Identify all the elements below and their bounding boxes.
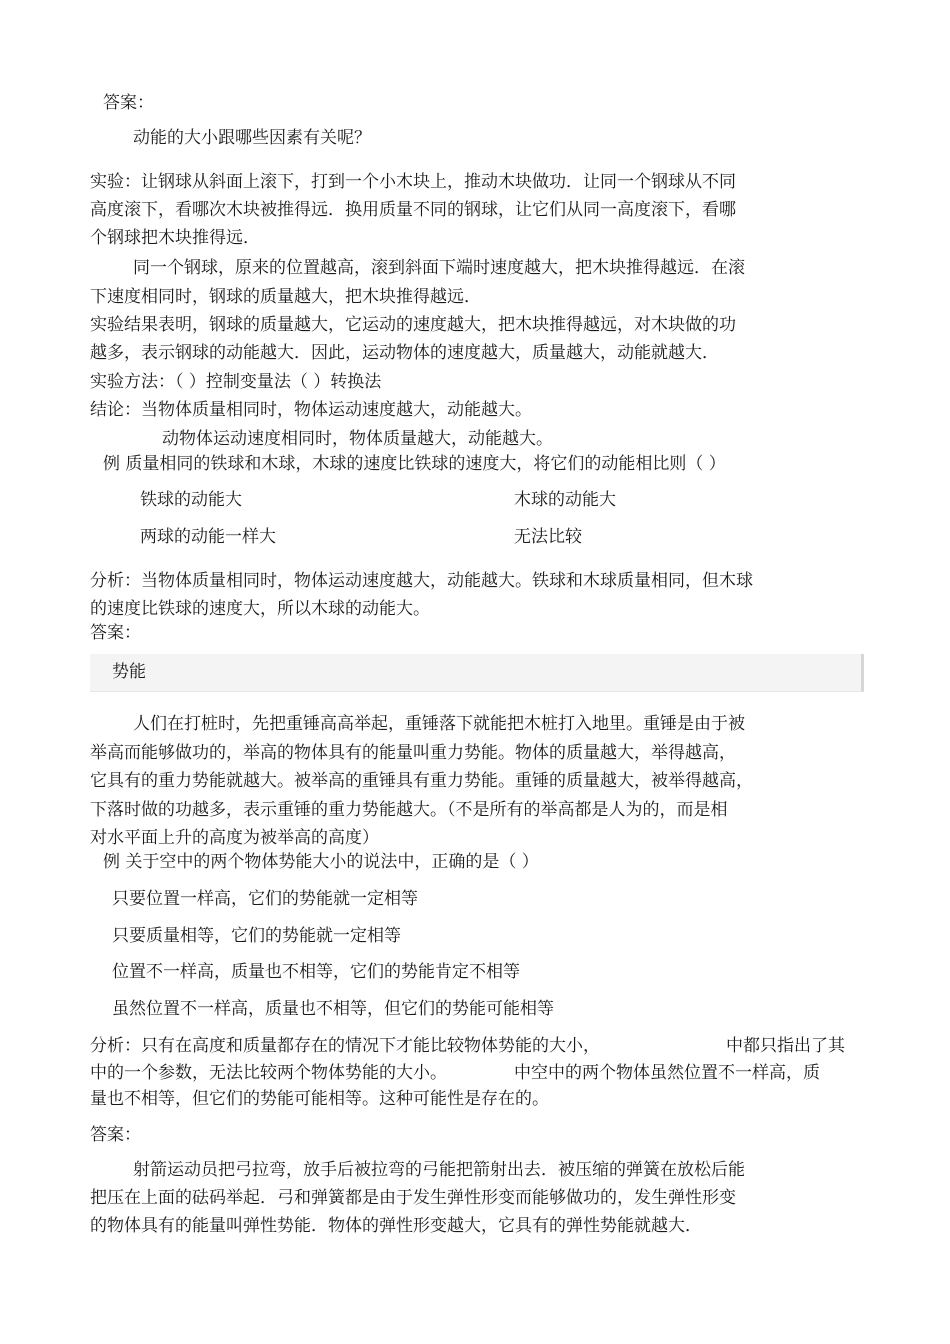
answer-label-3: 答案：: [90, 1125, 141, 1145]
result-line-1: 实验结果表明，钢球的质量越大，它运动的速度越大，把木块推得越远，对木块做的功: [90, 315, 736, 335]
analysis-2-line-3: 量也不相等，但它们的势能可能相等。这种可能性是存在的。: [90, 1089, 549, 1109]
potential-paragraph-line-5: 对水平面上升的高度为被举高的高度）: [90, 828, 379, 848]
answer-label-1: 答案：: [103, 93, 154, 113]
experiment-line-2: 高度滚下，看哪次木块被推得远．换用质量不同的钢球，让它们从同一高度滚下，看哪: [90, 200, 736, 220]
example-1-option-c: 两球的动能一样大: [140, 527, 276, 547]
conclusion-line-1: 结论：当物体质量相同时，物体运动速度越大，动能越大。: [90, 400, 532, 420]
conclusion-line-2: 动物体运动速度相同时，物体质量越大，动能越大。: [162, 429, 553, 449]
answer-label-2: 答案：: [90, 623, 141, 643]
example-2-question: 例 关于空中的两个物体势能大小的说法中，正确的是（ ）: [103, 852, 539, 872]
analysis-1-line-1: 分析：当物体质量相同时，物体运动速度越大，动能越大。铁球和木球质量相同，但木球: [90, 571, 753, 591]
analysis-2-line-2a: 中的一个参数，无法比较两个物体势能的大小。: [90, 1063, 447, 1083]
example-2-option-c: 位置不一样高，质量也不相等，它们的势能肯定不相等: [112, 962, 520, 982]
analysis-2-line-1a: 分析：只有在高度和质量都存在的情况下才能比较物体势能的大小，: [90, 1036, 600, 1056]
potential-paragraph-line-1: 人们在打桩时，先把重锤高高举起，重锤落下就能把木桩打入地里。重锤是由于被: [133, 714, 745, 734]
example-1-question: 例 质量相同的铁球和木球，木球的速度比铁球的速度大，将它们的动能相比则（ ）: [103, 454, 726, 474]
experiment-line-3: 个钢球把木块推得远．: [90, 228, 260, 248]
potential-paragraph-line-3: 它具有的重力势能就越大。被举高的重锤具有重力势能。重锤的质量越大，被举得越高，: [90, 771, 753, 791]
potential-paragraph-line-2: 举高而能够做功的，举高的物体具有的能量叫重力势能。物体的质量越大，举得越高，: [90, 743, 736, 763]
example-1-option-b: 木球的动能大: [514, 490, 616, 510]
example-2-option-a: 只要位置一样高，它们的势能就一定相等: [112, 889, 418, 909]
section-heading-title: 势能: [112, 662, 146, 682]
analysis-2-line-2b: 中空中的两个物体虽然位置不一样高，质: [514, 1063, 820, 1083]
example-1-option-a: 铁球的动能大: [140, 490, 242, 510]
observation-line-1: 同一个钢球，原来的位置越高，滚到斜面下端时速度越大，把木块推得越远．在滚: [133, 258, 745, 278]
example-2-option-b: 只要质量相等，它们的势能就一定相等: [112, 926, 401, 946]
elastic-paragraph-line-3: 的物体具有的能量叫弹性势能．物体的弹性形变越大，它具有的弹性势能就越大．: [90, 1216, 702, 1236]
experiment-line-1: 实验：让钢球从斜面上滚下，打到一个小木块上，推动木块做功．让同一个钢球从不同: [90, 172, 736, 192]
elastic-paragraph-line-1: 射箭运动员把弓拉弯，放手后被拉弯的弓能把箭射出去．被压缩的弹簧在放松后能: [133, 1160, 745, 1180]
method-line: 实验方法：（ ）控制变量法（ ）转换法: [90, 372, 382, 392]
section-heading-bar: [90, 654, 864, 692]
observation-line-2: 下速度相同时，钢球的质量越大，把木块推得越远．: [90, 287, 481, 307]
question-heading: 动能的大小跟哪些因素有关呢？: [133, 128, 371, 148]
potential-paragraph-line-4: 下落时做的功越多，表示重锤的重力势能越大。（不是所有的举高都是人为的，而是相: [90, 800, 728, 820]
elastic-paragraph-line-2: 把压在上面的砝码举起．弓和弹簧都是由于发生弹性形变而能够做功的，发生弹性形变: [90, 1188, 736, 1208]
analysis-1-line-2: 的速度比铁球的速度大，所以木球的动能大。: [90, 599, 430, 619]
example-2-option-d: 虽然位置不一样高，质量也不相等，但它们的势能可能相等: [112, 999, 554, 1019]
analysis-2-line-1b: 中都只指出了其: [726, 1036, 845, 1056]
result-line-2: 越多，表示钢球的动能越大．因此，运动物体的速度越大，质量越大，动能就越大．: [90, 343, 719, 363]
example-1-option-d: 无法比较: [514, 527, 582, 547]
